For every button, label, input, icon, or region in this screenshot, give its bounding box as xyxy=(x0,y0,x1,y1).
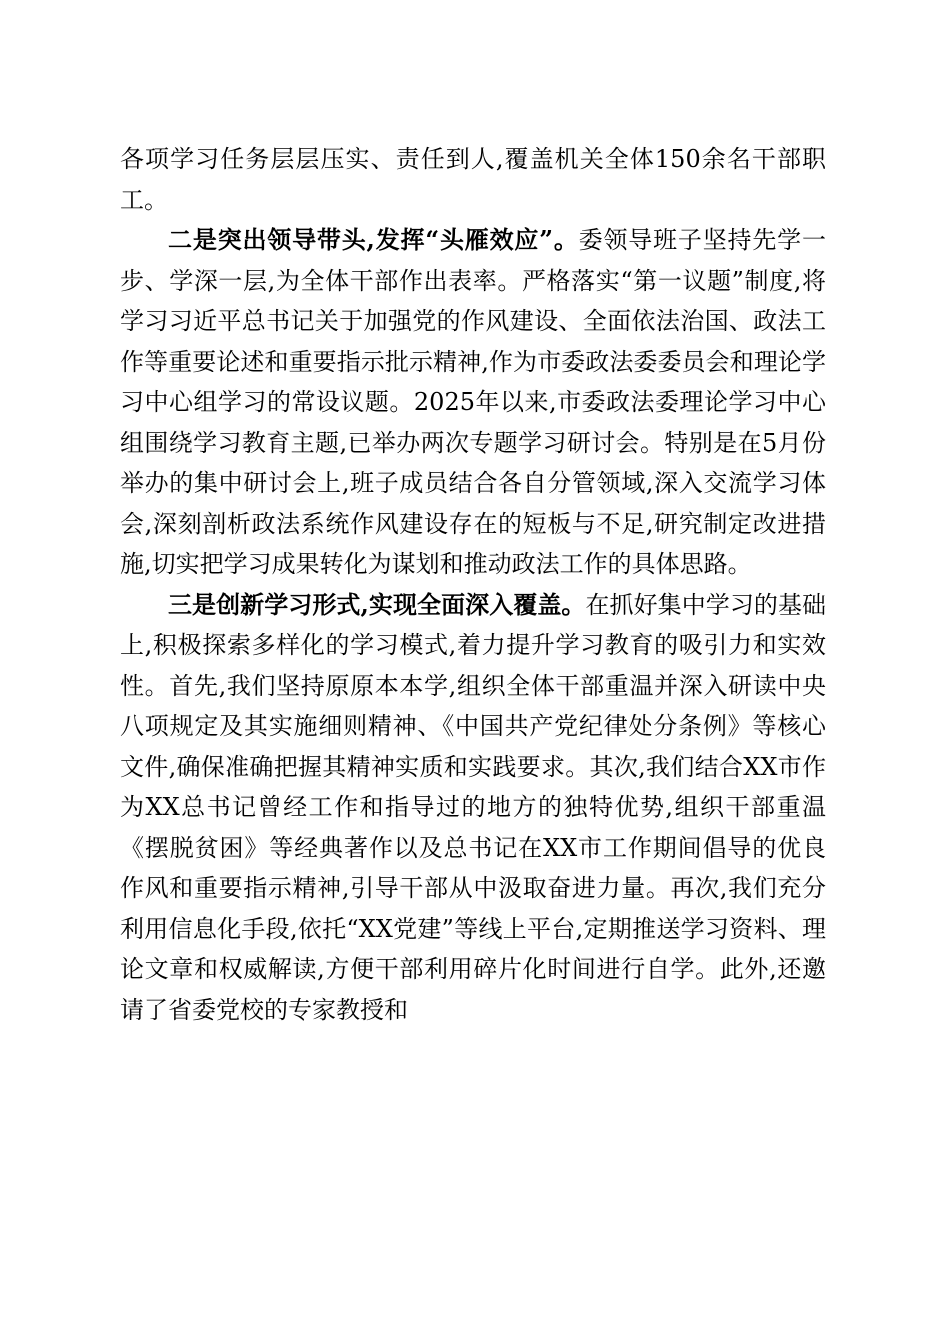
paragraph-heading: 二是突出领导带头,发挥“头雁效应”。 xyxy=(168,225,579,254)
document-body xyxy=(120,139,826,1030)
paragraph-text: 各项学习任务层层压实、责任到人,覆盖机关全体150余名干部职工。 xyxy=(120,145,826,214)
paragraph-leadership xyxy=(120,220,826,585)
paragraph-heading: 三是创新学习形式,实现全面深入覆盖。 xyxy=(168,589,586,619)
paragraph-text: 委领导班子坚持先学一步、学深一层,为全体干部作出表率。严格落实“第一议题”制度,将学习习近平总书记关于加强党的作风建设、全面依法治国、政法工作等重要论述和重要指示批示精神,作为市委政法委委员会和理论学习中心组学习的常设议题。2025年以来,市委政法委理论学习中心组围绕学习教育主题,已举办两次专题学习研讨会。特别是在5月份举办的集中研讨会上,班子成员结合各自分管领域,深入交流学习体会,深刻剖析政法系统作风建设存在的短板与不足,研究制定改进措施,切实把学习成果转化为谋划和推动政法工作的具体思路。 xyxy=(120,226,826,578)
paragraph-text: 在抓好集中学习的基础上,积极探索多样化的学习模式,着力提升学习教育的吸引力和实效性。首先,我们坚持原原本本学,组织全体干部重温并深入研读中央八项规定及其实施细则精神、《中国共产党纪律处分条例》等核心文件,确保准确把握其精神实质和实践要求。其次,我们结合XX市作为XX总书记曾经工作和指导过的地方的独特优势,组织干部重温《摆脱贫困》等经典著作以及总书记在XX市工作期间倡导的优良作风和重要指示精神,引导干部从中汲取奋进力量。再次,我们充分利用信息化手段,依托“XX党建”等线上平台,定期推送学习资料、理论文章和权威解读,方便干部利用碎片化时间进行自学。此外,还邀请了省委党校的专家教授和 xyxy=(120,590,826,1024)
paragraph-continuation xyxy=(120,139,826,220)
paragraph-innovation xyxy=(120,585,826,1031)
